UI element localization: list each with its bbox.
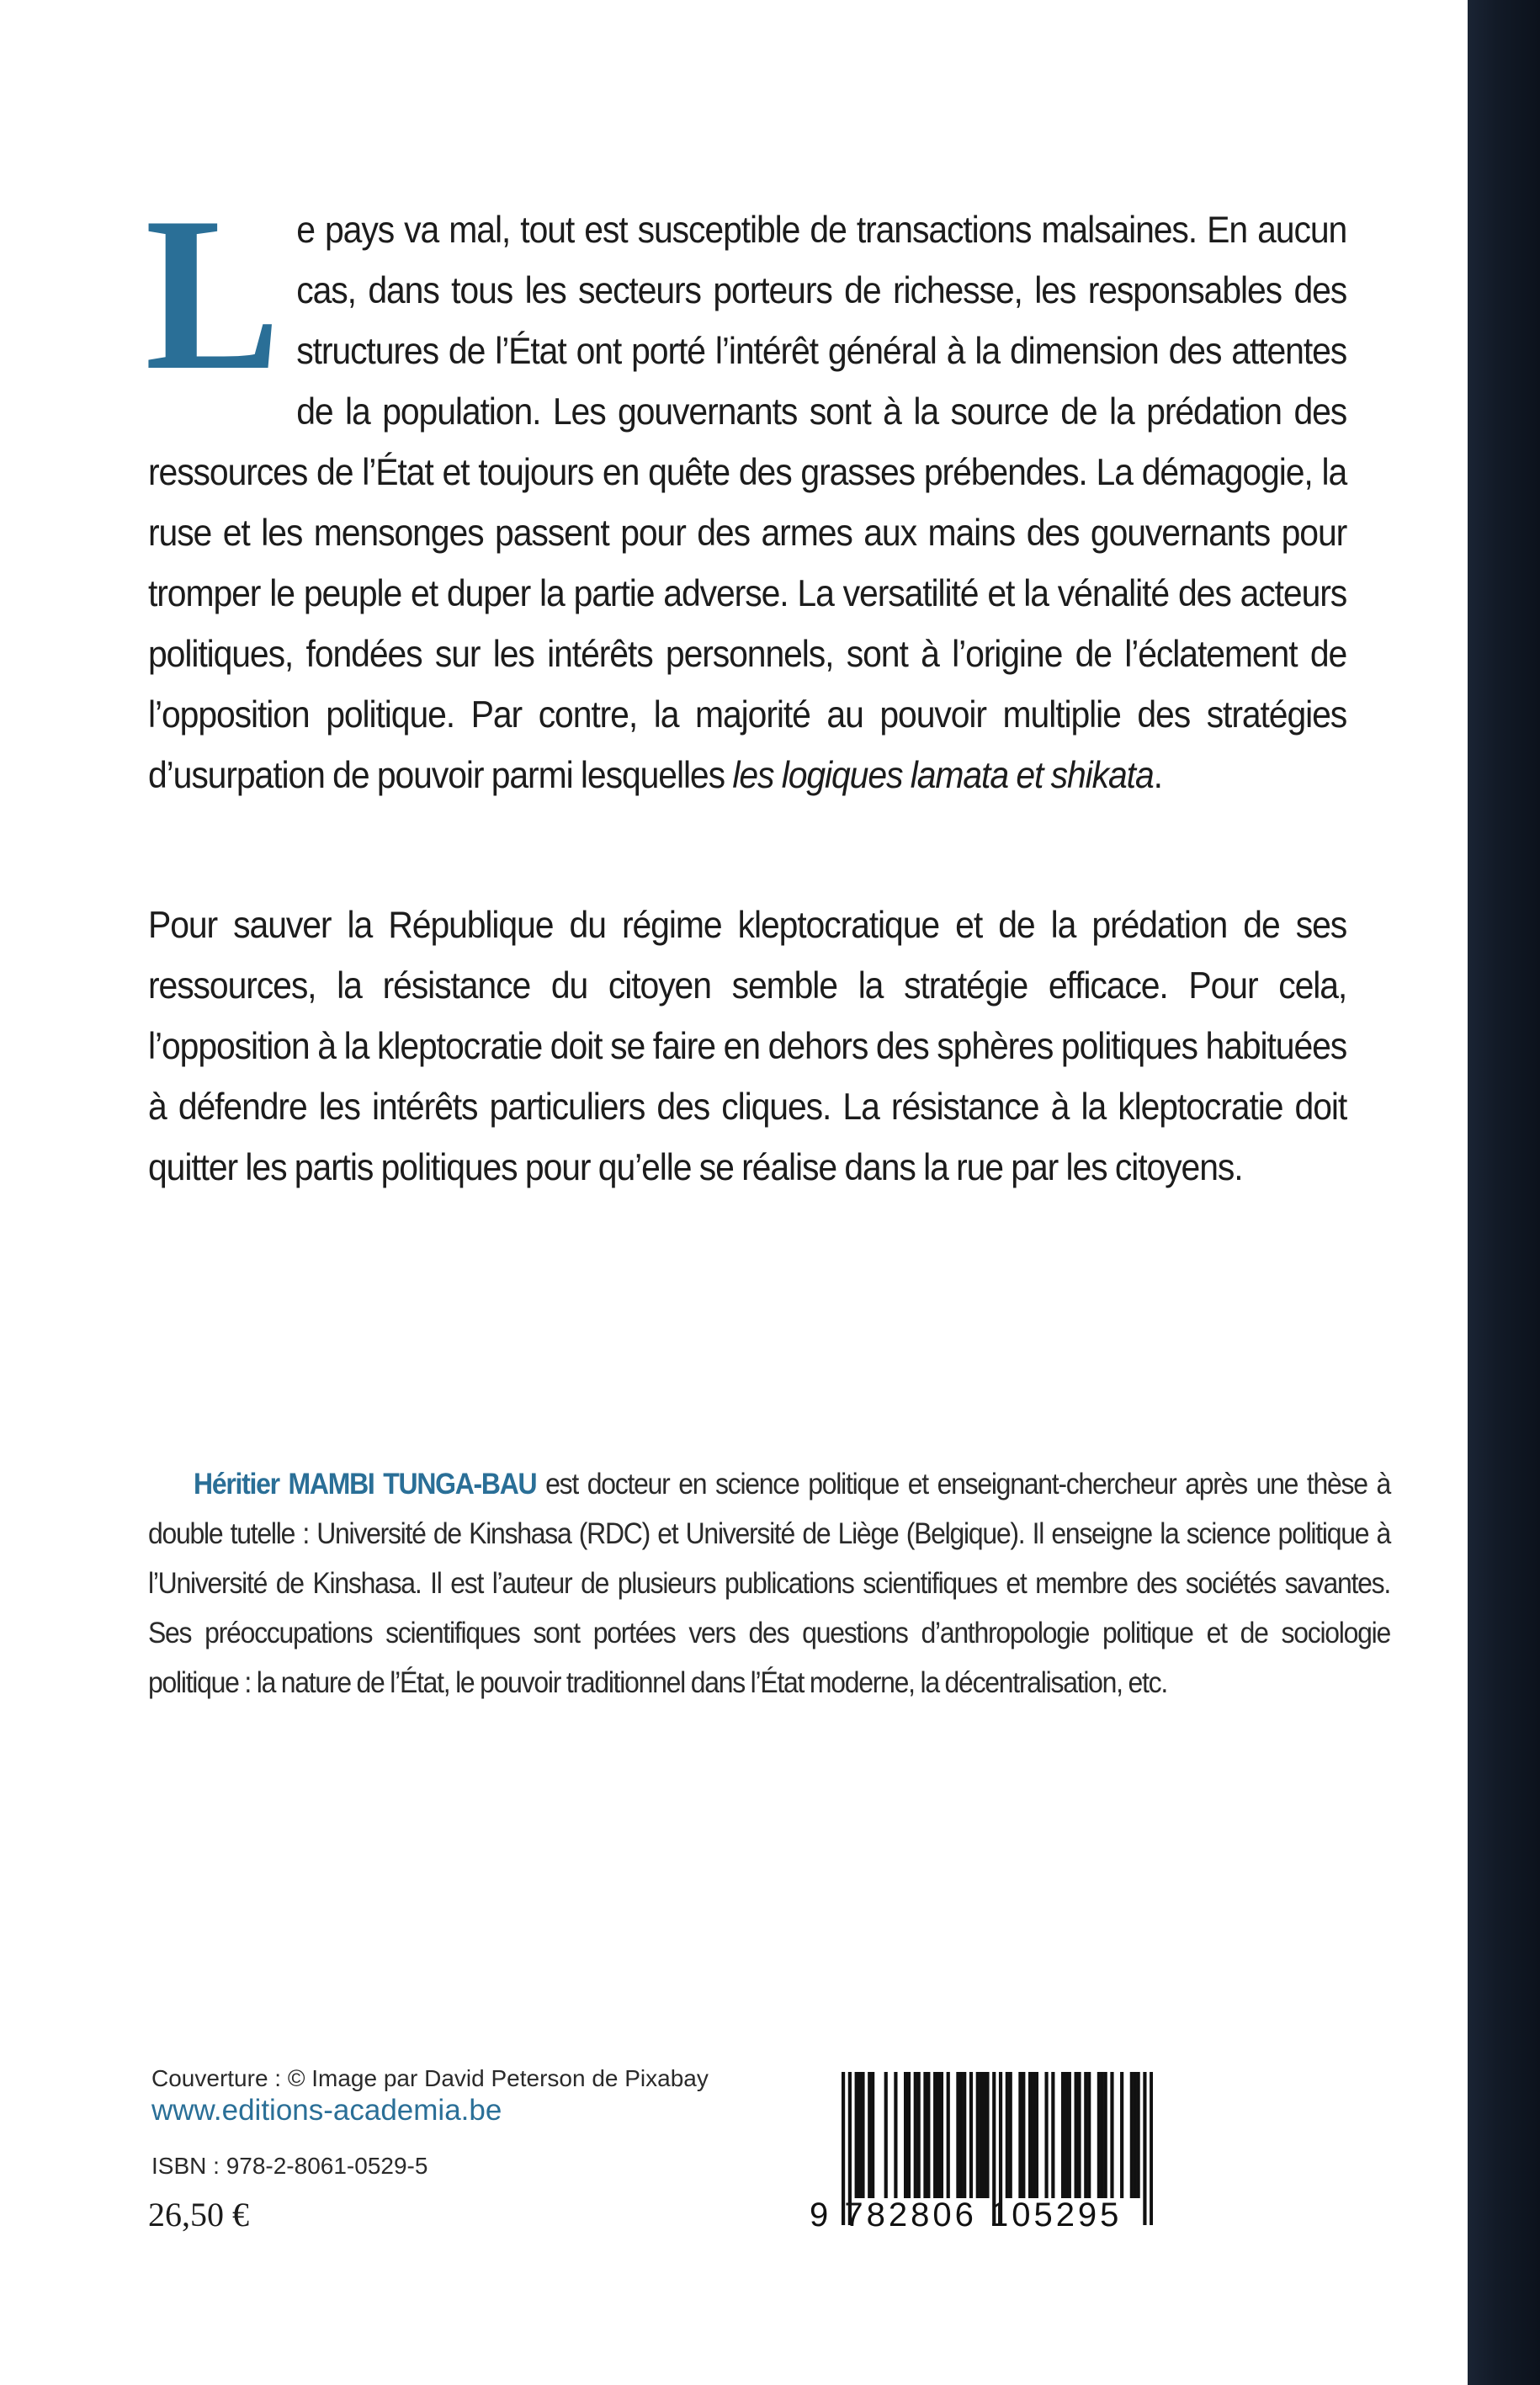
isbn: ISBN : 978-2-8061-0529-5: [151, 2153, 428, 2179]
barcode-digits: 9 782806 105295: [810, 2196, 1123, 2234]
barcode-bar: [1137, 2072, 1140, 2198]
barcode-bar: [1101, 2072, 1104, 2198]
barcode-bar: [976, 2072, 980, 2198]
barcode-bar: [969, 2072, 973, 2198]
barcode-bar: [1051, 2072, 1054, 2198]
blurb-paragraph-1-end: .: [1153, 755, 1162, 796]
barcode-bar: [956, 2072, 959, 2198]
barcode-bar: [858, 2072, 861, 2198]
barcode-bar: [917, 2072, 921, 2198]
cover-credit: Couverture : © Image par David Peterson de Pixabay: [151, 2065, 709, 2091]
barcode-bar: [1075, 2072, 1078, 2198]
barcode-bar: [1110, 2072, 1113, 2198]
barcode-bar: [884, 2072, 888, 2198]
barcode-bar: [1028, 2072, 1032, 2198]
drop-cap: L: [145, 172, 279, 416]
barcode-bar: [959, 2072, 963, 2198]
barcode-bar: [947, 2072, 950, 2198]
barcode-bar: [894, 2072, 897, 2198]
barcode-bar: [963, 2072, 966, 2198]
barcode-bar: [1035, 2072, 1038, 2198]
barcode-bar: [1018, 2072, 1022, 2198]
barcode-bar: [914, 2072, 917, 2198]
barcode-bar: [1084, 2072, 1087, 2198]
barcode-bar: [985, 2072, 989, 2198]
barcode-bar: [980, 2072, 983, 2198]
barcode-bar: [1068, 2072, 1071, 2198]
barcode-bar: [1065, 2072, 1068, 2198]
barcode-bar: [1130, 2072, 1134, 2198]
publisher-website-link[interactable]: www.editions-academia.be: [151, 2094, 502, 2127]
blurb-italic-phrase: les logiques lamata et shikata: [732, 755, 1154, 796]
barcode-bar: [1044, 2072, 1048, 2198]
blurb-paragraph-1: [145, 172, 1347, 806]
barcode-bar: [933, 2072, 937, 2198]
barcode-bar: [868, 2072, 871, 2198]
barcode-bar: [855, 2072, 858, 2198]
barcode-bar: [1006, 2072, 1009, 2198]
barcode-bar: [1077, 2072, 1081, 2198]
barcode-bar: [1134, 2072, 1137, 2198]
blurb-paragraph-2: Pour sauver la République du régime kleptocratique et de la prédation de ses ressources, la résistance du citoyen semble la stratégie efficace. Pour cela, l’opposition à la kleptocratie doit se faire en dehors des sphères politiques habituées à défendre les intérêts particuliers des cliques. La résistance à la kleptocratie doit quitter les partis politiques pour qu’elle se réalise dans la rue par les citoyens.: [148, 905, 1347, 1188]
barcode-bar: [1097, 2072, 1101, 2198]
barcode-bar: [904, 2072, 907, 2198]
price: 26,50 €: [148, 2196, 249, 2234]
author-name: Héritier MAMBI TUNGA-BAU: [194, 1467, 537, 1501]
barcode-bar: [907, 2072, 911, 2198]
book-spine: [1468, 0, 1540, 2385]
barcode-bar: [982, 2072, 985, 2198]
barcode-bar: [1120, 2072, 1123, 2198]
barcode-bar: [1032, 2072, 1035, 2198]
barcode-bar: [1104, 2072, 1107, 2198]
barcode-bar: [871, 2072, 874, 2198]
barcode-bar: [927, 2072, 930, 2198]
barcode-bar: [861, 2072, 864, 2198]
author-bio-text: est docteur en science politique et enseignant-chercheur après une thèse à double tutelle : Université de Kinshasa (RDC) et Université de Liège (Belgique). Il enseigne la science politique à l’Université de Kinshasa. Il est l’auteur de plusieurs publications scientifiques et membre des sociétés savantes. Ses préoccupations scientifiques sont portées vers des questions d’anthropologie politique et de sociologie politique : la nature de l’État, le pouvoir traditionnel dans l’État moderne, la décentralisation, etc.: [148, 1467, 1391, 1699]
barcode-bar: [1009, 2072, 1012, 2198]
barcode-bar: [923, 2072, 927, 2198]
barcode-bar: [1022, 2072, 1025, 2198]
blurb-paragraph-1-text: e pays va mal, tout est susceptible de transactions malsaines. En aucun cas, dans tous les secteurs porteurs de richesse, les responsables des structures de l’État ont porté l’intérêt général à la dimension des attentes de la population. Les gouvernants sont à la source de la prédation des ressources de l’État et toujours en quête des grasses prébendes. La démagogie, la ruse et les mensonges passent pour des armes aux mains des gouvernants pour tromper le peuple et duper la partie adverse. La versatilité et la vénalité des acteurs politiques, fondées sur les intérêts personnels, sont à l’origine de l’éclatement de l’opposition politique. Par contre, la majorité au pouvoir multiplie des stratégies d’usurpation de pouvoir parmi lesquelles: [148, 210, 1347, 796]
barcode-bar: [1061, 2072, 1065, 2198]
barcode-bar: [1087, 2072, 1091, 2198]
barcode-bar: [937, 2072, 940, 2198]
author-bio: [148, 1459, 1390, 1708]
barcode-bar: [940, 2072, 943, 2198]
